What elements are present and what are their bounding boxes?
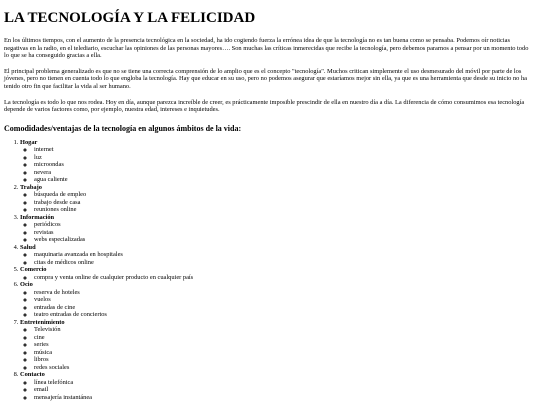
category-item xyxy=(20,319,534,372)
category-title: Trabajo xyxy=(20,183,42,191)
category-item xyxy=(20,281,534,319)
list-item: ◦ maquinaria avanzada en hospitales xyxy=(34,251,534,259)
category-title: Ocio xyxy=(20,281,33,289)
category-item xyxy=(20,371,534,401)
list-item: ◦ mensajería instantánea xyxy=(34,394,534,402)
list-item: ◦ entradas de cine xyxy=(34,304,534,312)
category-title: Comercio xyxy=(20,266,47,274)
category-subitems xyxy=(20,289,534,319)
category-item xyxy=(20,266,534,281)
list-item: ◦ búsqueda de empleo xyxy=(34,191,534,199)
category-subitems xyxy=(20,274,534,282)
category-subitems xyxy=(20,379,534,402)
category-subitems xyxy=(20,326,534,371)
category-title: Salud xyxy=(20,243,36,251)
list-item: ◦ internet xyxy=(34,146,534,154)
list-item: ◦ cine xyxy=(34,334,534,342)
category-title: Entretenimiento xyxy=(20,318,65,326)
intro-paragraphs xyxy=(4,37,534,114)
category-subitems xyxy=(20,191,534,214)
category-subitems xyxy=(20,221,534,244)
paragraph: En los últimos tiempos, con el aumento de la presencia tecnológica en la sociedad, ha ido cogiendo fuerza la errónea idea de que la tecnología no es tan buena como se pensaba. Podemos oír noticias negativas en la radio, en el telediario, escuchar las opiniones de las personas mayores…. Son muchas las críticas inmerecidas que recibe la tecnología, pero debemos pararnos a pensar por un momento todo lo que se ha conseguido gracias a ella. xyxy=(4,37,529,60)
category-item xyxy=(20,139,534,184)
categories-list xyxy=(4,139,534,402)
paragraph: La tecnología es todo lo que nos rodea. Hoy en día, aunque parezca increíble de creer, es prácticamente imposible prescindir de ella en nuestro día a día. La diferencia de cómo consumimos esa tecnología depende de varios factores como, por ejemplo, nuestra edad, intereses e inquietudes. xyxy=(4,98,525,114)
list-item: ◦ línea telefónica xyxy=(34,379,534,387)
list-item: ◦ Televisión xyxy=(34,326,534,334)
category-subitems xyxy=(20,146,534,184)
list-item: ◦ agua caliente xyxy=(34,176,534,184)
category-item xyxy=(20,184,534,214)
list-item: ◦ webs especializadas xyxy=(34,236,534,244)
page-title: LA TECNOLOGÍA Y LA FELICIDAD xyxy=(4,10,256,26)
category-item xyxy=(20,244,534,267)
list-item: ◦ microondas xyxy=(34,161,534,169)
paragraph: El principal problema generalizado es que no se tiene una correcta comprensión de lo amplio que es el concepto "tecnología". Muchos critican simplemente el uso desmesurado del móvil por parte de los jóvenes, pero no tienen en cuenta todo lo que engloba la tecnología. Hay que educar en su uso, pero no podemos asegurar que estaríamos mejor sin ella, ya que es una herramienta que desde su inicio no ha tenido otro fin que facilitar la vida al ser humano. xyxy=(4,67,527,90)
list-item: ◦ redes sociales xyxy=(34,364,534,372)
list-item: ◦ vuelos xyxy=(34,296,534,304)
list-item: ◦ email xyxy=(34,386,534,394)
category-item xyxy=(20,214,534,244)
list-item: ◦ música xyxy=(34,349,534,357)
list-item: ◦ reserva de hoteles xyxy=(34,289,534,297)
category-subitems xyxy=(20,251,534,266)
list-item: ◦ series xyxy=(34,341,534,349)
category-title: Contacto xyxy=(20,371,45,379)
list-item: ◦ reuniones online xyxy=(34,206,534,214)
list-item: ◦ nevera xyxy=(34,169,534,177)
category-title: Hogar xyxy=(20,138,38,146)
list-item: ◦ trabajo desde casa xyxy=(34,199,534,207)
list-item: ◦ teatro entradas de conciertos xyxy=(34,311,534,319)
list-item: ◦ compra y venta online de cualquier producto en cualquier país xyxy=(34,274,534,282)
list-item: ◦ luz xyxy=(34,154,534,162)
list-item: ◦ revistas xyxy=(34,229,534,237)
section-subtitle: Comodidades/ventajas de la tecnología en algunos ámbitos de la vida: xyxy=(4,123,242,133)
list-item: ◦ citas de médicos online xyxy=(34,259,534,267)
list-item: ◦ libros xyxy=(34,356,534,364)
category-title: Información xyxy=(20,213,55,221)
list-item: ◦ periódicos xyxy=(34,221,534,229)
